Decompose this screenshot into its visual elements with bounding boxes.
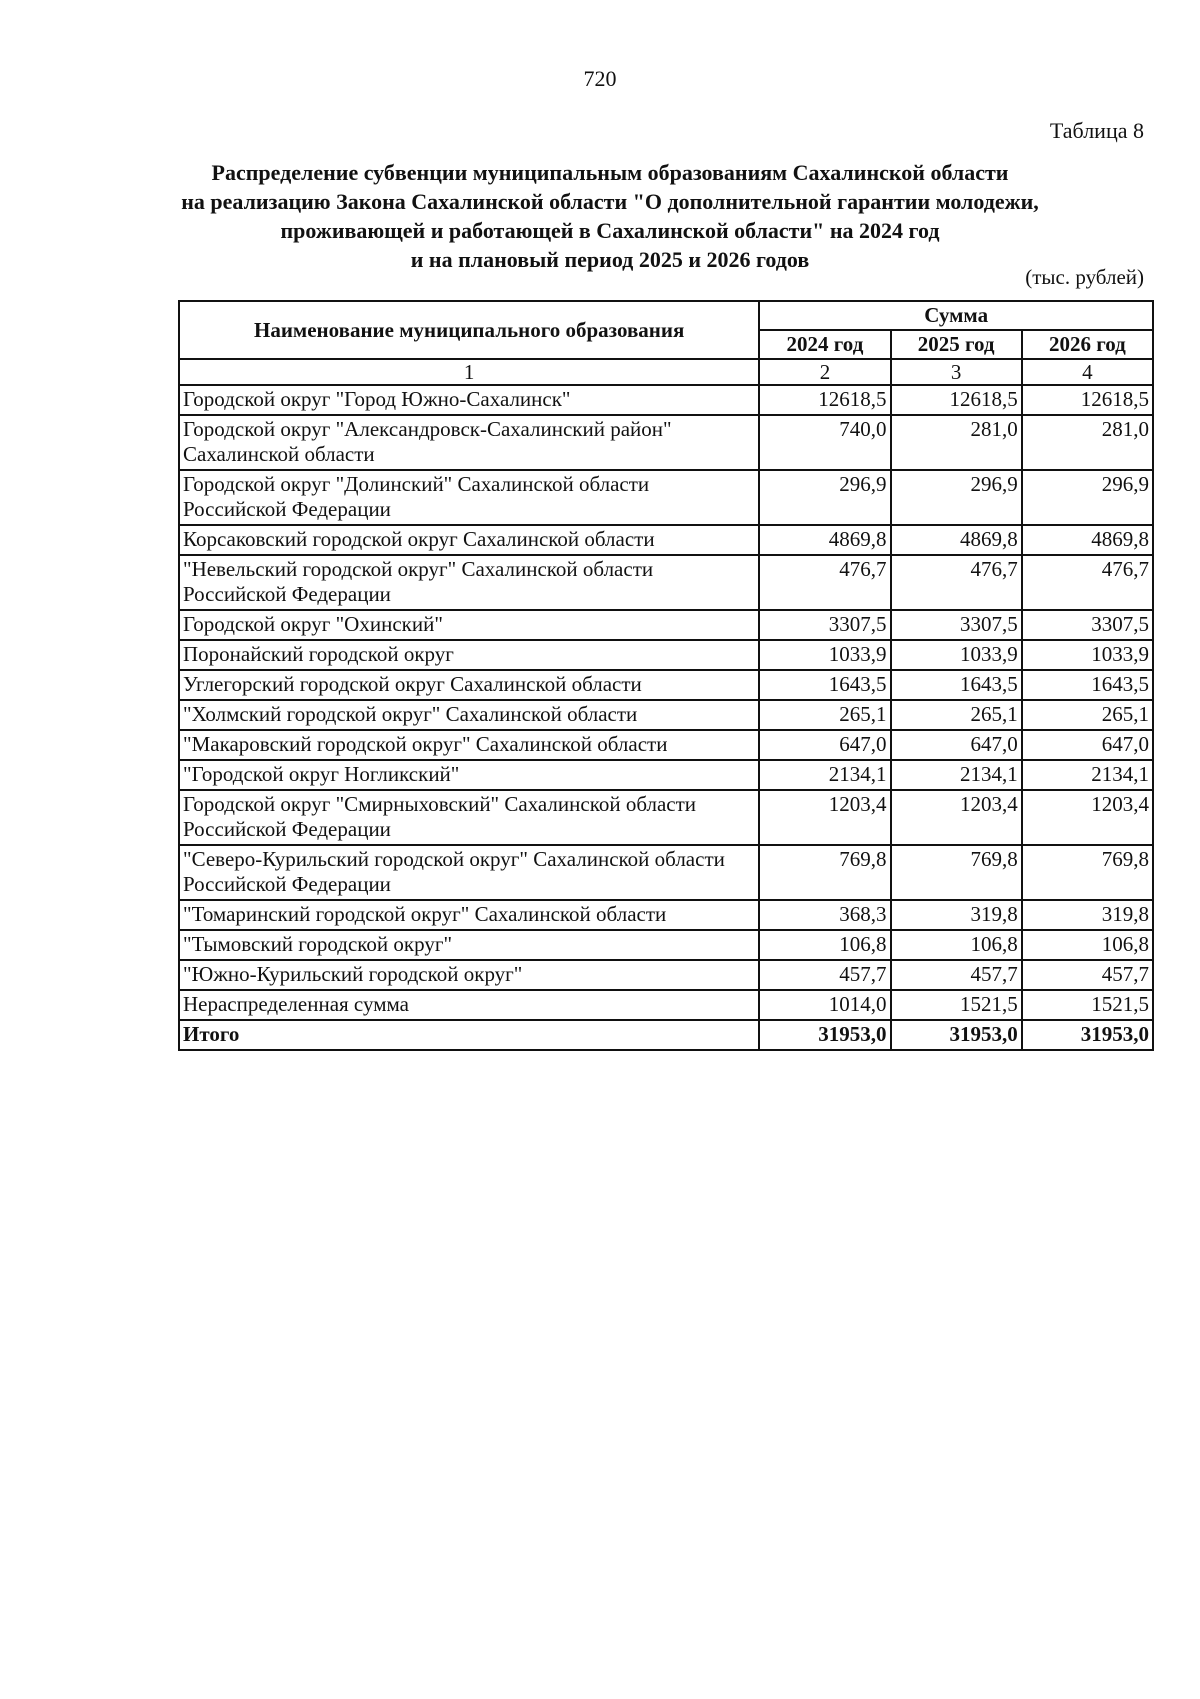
units-note: (тыс. рублей)	[1025, 265, 1144, 289]
amount-2026: 457,7	[1022, 960, 1153, 990]
amount-2025: 296,9	[891, 470, 1022, 525]
table-body	[179, 385, 1153, 1050]
document-title	[150, 158, 1070, 274]
municipality-name: "Невельский городской округ" Сахалинской области Российской Федерации	[179, 555, 759, 610]
total-label: Итого	[179, 1020, 759, 1050]
column-numbers-row	[179, 359, 1153, 385]
municipality-name: "Макаровский городской округ" Сахалинской области	[179, 730, 759, 760]
municipality-name: Нераспределенная сумма	[179, 990, 759, 1020]
column-number: 4	[1022, 359, 1153, 385]
amount-2025: 265,1	[891, 700, 1022, 730]
table-row	[179, 700, 1153, 730]
table-row	[179, 960, 1153, 990]
amount-2024: 12618,5	[759, 385, 890, 415]
table-row	[179, 415, 1153, 470]
amount-2024: 1203,4	[759, 790, 890, 845]
amount-2026: 1203,4	[1022, 790, 1153, 845]
amount-2024: 1033,9	[759, 640, 890, 670]
amount-2026: 476,7	[1022, 555, 1153, 610]
table-row	[179, 670, 1153, 700]
amount-2024: 2134,1	[759, 760, 890, 790]
amount-2025: 319,8	[891, 900, 1022, 930]
municipality-name: "Холмский городской округ" Сахалинской области	[179, 700, 759, 730]
table-row	[179, 470, 1153, 525]
header-year-2026: 2026 год	[1022, 330, 1153, 359]
amount-2026: 106,8	[1022, 930, 1153, 960]
table-row	[179, 525, 1153, 555]
amount-2024: 1643,5	[759, 670, 890, 700]
amount-2026: 12618,5	[1022, 385, 1153, 415]
title-line: проживающей и работающей в Сахалинской области" на 2024 год	[280, 218, 940, 243]
title-line: на реализацию Закона Сахалинской области "О дополнительной гарантии молодежи,	[181, 189, 1039, 214]
total-amount-2026: 31953,0	[1022, 1020, 1153, 1050]
municipality-name: Углегорский городской округ Сахалинской области	[179, 670, 759, 700]
table-row	[179, 845, 1153, 900]
amount-2026: 1033,9	[1022, 640, 1153, 670]
amount-2024: 265,1	[759, 700, 890, 730]
municipality-name: Городской округ "Долинский" Сахалинской области Российской Федерации	[179, 470, 759, 525]
header-row	[179, 301, 1153, 330]
table-row	[179, 730, 1153, 760]
header-year-2024: 2024 год	[759, 330, 890, 359]
amount-2025: 647,0	[891, 730, 1022, 760]
table-row	[179, 990, 1153, 1020]
amount-2024: 769,8	[759, 845, 890, 900]
amount-2026: 1643,5	[1022, 670, 1153, 700]
amount-2024: 457,7	[759, 960, 890, 990]
column-number: 3	[891, 359, 1022, 385]
amount-2025: 1033,9	[891, 640, 1022, 670]
municipality-name: "Южно-Курильский городской округ"	[179, 960, 759, 990]
municipality-name: "Томаринский городской округ" Сахалинской области	[179, 900, 759, 930]
total-amount-2024: 31953,0	[759, 1020, 890, 1050]
header-name: Наименование муниципального образования	[179, 301, 759, 359]
municipality-name: Поронайский городской округ	[179, 640, 759, 670]
amount-2026: 2134,1	[1022, 760, 1153, 790]
amount-2026: 647,0	[1022, 730, 1153, 760]
amount-2024: 647,0	[759, 730, 890, 760]
municipality-name: Городской округ "Александровск-Сахалинский район" Сахалинской области	[179, 415, 759, 470]
header-sum: Сумма	[759, 301, 1153, 330]
amount-2025: 3307,5	[891, 610, 1022, 640]
page-number: 720	[583, 66, 617, 91]
amount-2026: 3307,5	[1022, 610, 1153, 640]
amount-2025: 1521,5	[891, 990, 1022, 1020]
municipality-name: "Северо-Курильский городской округ" Сахалинской области Российской Федерации	[179, 845, 759, 900]
amount-2024: 296,9	[759, 470, 890, 525]
municipality-name: "Городской округ Ногликский"	[179, 760, 759, 790]
municipality-name: Городской округ "Город Южно-Сахалинск"	[179, 385, 759, 415]
amount-2026: 265,1	[1022, 700, 1153, 730]
amount-2024: 368,3	[759, 900, 890, 930]
table-row	[179, 760, 1153, 790]
total-amount-2025: 31953,0	[891, 1020, 1022, 1050]
amount-2026: 296,9	[1022, 470, 1153, 525]
amount-2024: 4869,8	[759, 525, 890, 555]
amount-2025: 769,8	[891, 845, 1022, 900]
amount-2024: 3307,5	[759, 610, 890, 640]
total-row	[179, 1020, 1153, 1050]
header-year-2025: 2025 год	[891, 330, 1022, 359]
title-line: Распределение субвенции муниципальным образованиям Сахалинской области	[211, 160, 1009, 185]
municipality-name: Корсаковский городской округ Сахалинской области	[179, 525, 759, 555]
table-row	[179, 930, 1153, 960]
amount-2026: 319,8	[1022, 900, 1153, 930]
amount-2026: 769,8	[1022, 845, 1153, 900]
amount-2025: 1643,5	[891, 670, 1022, 700]
table-label: Таблица 8	[1049, 118, 1144, 143]
amount-2026: 1521,5	[1022, 990, 1153, 1020]
amount-2025: 4869,8	[891, 525, 1022, 555]
amount-2025: 2134,1	[891, 760, 1022, 790]
amount-2025: 106,8	[891, 930, 1022, 960]
column-number: 2	[759, 359, 890, 385]
amount-2024: 1014,0	[759, 990, 890, 1020]
amount-2025: 281,0	[891, 415, 1022, 470]
table-row	[179, 790, 1153, 845]
subvention-table	[178, 300, 1154, 1051]
amount-2025: 476,7	[891, 555, 1022, 610]
municipality-name: "Тымовский городской округ"	[179, 930, 759, 960]
table-row	[179, 610, 1153, 640]
amount-2024: 740,0	[759, 415, 890, 470]
table-row	[179, 900, 1153, 930]
amount-2024: 106,8	[759, 930, 890, 960]
amount-2026: 4869,8	[1022, 525, 1153, 555]
municipality-name: Городской округ "Охинский"	[179, 610, 759, 640]
title-line: и на плановый период 2025 и 2026 годов	[410, 247, 810, 272]
table-row	[179, 640, 1153, 670]
amount-2024: 476,7	[759, 555, 890, 610]
table-row	[179, 385, 1153, 415]
table-row	[179, 555, 1153, 610]
amount-2025: 12618,5	[891, 385, 1022, 415]
amount-2025: 1203,4	[891, 790, 1022, 845]
amount-2025: 457,7	[891, 960, 1022, 990]
column-number: 1	[179, 359, 759, 385]
amount-2026: 281,0	[1022, 415, 1153, 470]
municipality-name: Городской округ "Смирныховский" Сахалинской области Российской Федерации	[179, 790, 759, 845]
